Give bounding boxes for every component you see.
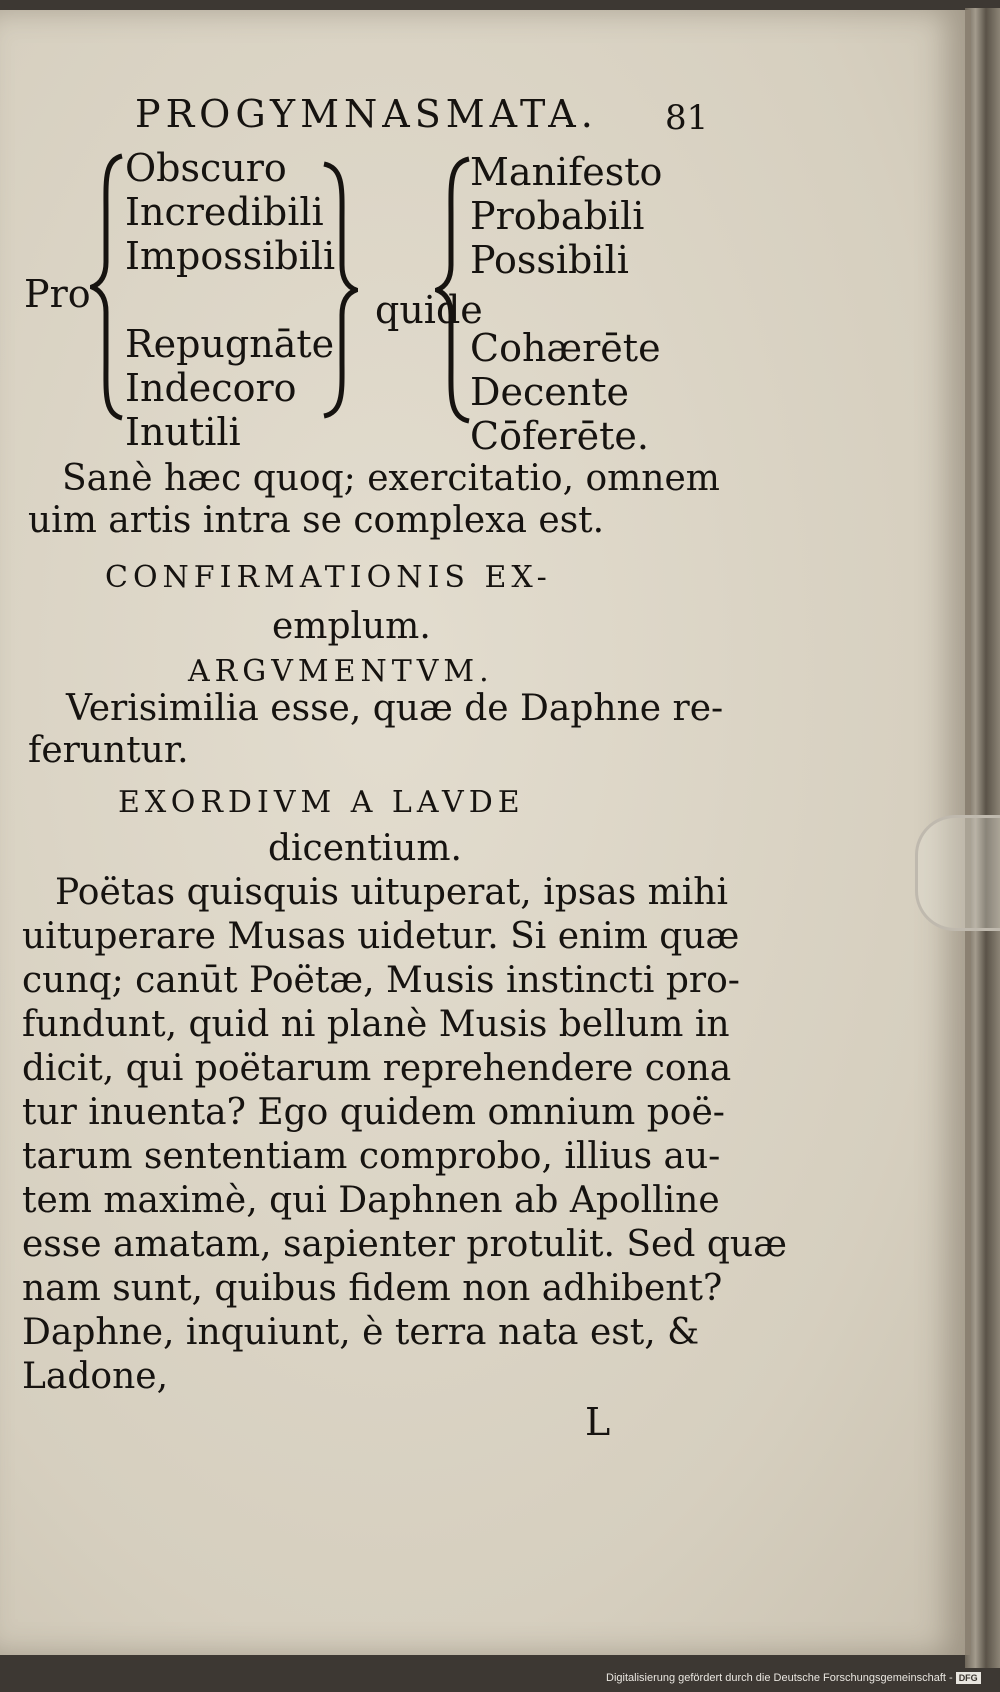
argument-heading: ARGVMENTVM.	[188, 654, 494, 689]
left-item: Incredibili	[125, 190, 324, 234]
page-clip	[915, 815, 1000, 931]
left-item: Impossibili	[125, 234, 336, 278]
section-heading-continued: emplum.	[272, 606, 431, 647]
left-item: Repugnāte	[125, 322, 335, 366]
table-left-label: Pro	[24, 272, 91, 316]
middle-right-brace	[435, 155, 475, 425]
text-line: esse amatam, sapienter protulit. Sed quæ	[22, 1224, 787, 1265]
right-item: Probabili	[470, 194, 645, 238]
right-item: Decente	[470, 370, 629, 414]
left-items-column	[125, 146, 335, 454]
left-outer-brace	[90, 152, 130, 422]
text-line: tarum sententiam comprobo, illius au-	[22, 1136, 721, 1177]
text-line: Poëtas quisquis uituperat, ipsas mihi	[55, 872, 728, 913]
exordium-heading: EXORDIVM A LAVDE	[118, 785, 525, 820]
right-items-column	[470, 150, 662, 458]
argument-text	[28, 688, 723, 772]
text-line: tem maximè, qui Daphnen ab Apolline	[22, 1180, 720, 1221]
left-item: Obscuro	[125, 146, 287, 190]
text-line: tur inuenta? Ego quidem omnium poë-	[22, 1092, 725, 1133]
text-line: nam sunt, quibus fidem non adhibent?	[22, 1268, 723, 1309]
page-number: 81	[665, 98, 709, 138]
right-item: Possibili	[470, 238, 629, 282]
text-line: fundunt, quid ni planè Musis bellum in	[22, 1004, 730, 1045]
text-line: dicit, qui poëtarum reprehendere cona	[22, 1048, 732, 1089]
table-middle-label: quide	[375, 288, 483, 332]
left-item: Inutili	[125, 410, 241, 454]
text-line: uituperare Musas uidetur. Si enim quæ	[22, 916, 740, 957]
text-line: feruntur.	[28, 730, 189, 771]
left-item: Indecoro	[125, 366, 297, 410]
dfg-logo: DFG	[956, 1672, 981, 1684]
catchword: L	[585, 1400, 611, 1444]
right-item: Manifesto	[470, 150, 663, 194]
right-item: Cōferēte.	[470, 414, 649, 458]
text-line: Ladone,	[22, 1356, 169, 1397]
section-heading: CONFIRMATIONIS EX-	[105, 560, 552, 595]
text-line: Verisimilia esse, quæ de Daphne re-	[66, 688, 724, 729]
exordium-heading-continued: dicentium.	[268, 828, 462, 869]
digitization-credit	[606, 1672, 981, 1684]
paragraph	[28, 458, 720, 542]
text-line: cunq; canūt Poëtæ, Musis instincti pro-	[22, 960, 740, 1001]
credit-text: Digitalisierung gefördert durch die Deutsche Forschungsgemeinschaft -	[606, 1672, 953, 1684]
middle-left-brace	[318, 160, 358, 420]
text-line: Sanè hæc quoq; exercitatio, omnem	[62, 458, 720, 499]
running-head: PROGYMNASMATA.	[135, 92, 598, 136]
text-line: Daphne, inquiunt, è terra nata est, &	[22, 1312, 700, 1353]
text-line: uim artis intra se complexa est.	[28, 500, 605, 541]
right-item: Cohærēte	[470, 326, 661, 370]
